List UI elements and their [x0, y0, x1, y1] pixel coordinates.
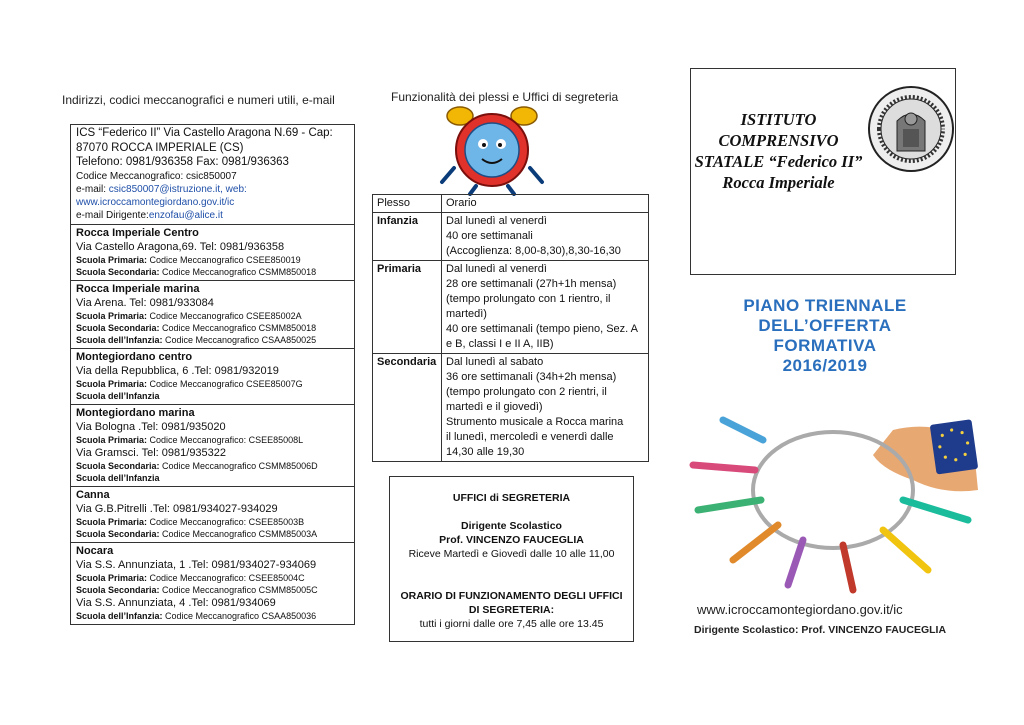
- site-code: Scuola Primaria: Codice Meccanografico CSEE85007G: [76, 378, 303, 389]
- web-link[interactable]: www.icroccamontegiordano.gov.it/ic: [76, 196, 235, 208]
- site-name: Montegiordano marina: [76, 406, 195, 419]
- plesso-hours: Dal lunedì al venerdì 28 ore settimanali (27h+1h mensa) (tempo prolungato con 1 rientro, il martedì) 40 ore settimanali (tempo pieno, Sez. A e B, classi I e II A, IIB): [442, 261, 649, 354]
- schedule-row: [373, 213, 649, 261]
- email-label: e-mail:: [76, 183, 109, 195]
- site-name: Rocca Imperiale Centro: [76, 226, 199, 239]
- site-code: Scuola Primaria: Codice Meccanografico: CSEE85003B: [76, 516, 305, 527]
- main-school-block: [71, 125, 354, 225]
- site-code: Scuola dell’Infanzia: [76, 472, 160, 483]
- site-block: [71, 405, 354, 487]
- site-code: Scuola Secondaria: Codice Meccanografico CSMM85005C: [76, 584, 318, 595]
- office-hours-title: ORARIO DI FUNZIONAMENTO DEGLI UFFICI: [400, 590, 623, 602]
- site-code: Scuola Secondaria: Codice Meccanografico CSMM850018: [76, 322, 317, 333]
- site-code: Scuola Primaria: Codice Meccanografico CSEE850019: [76, 254, 301, 265]
- site-block: [71, 225, 354, 281]
- director-line: Dirigente Scolastico: Prof. VINCENZO FAUCEGLIA: [694, 624, 947, 636]
- site-address: Via della Repubblica, 6 .Tel: 0981/932019: [76, 364, 279, 377]
- plesso-hours: Dal lunedì al sabato 36 ore settimanali (34h+2h mensa) (tempo prolungato con 2 rientri, il martedì e il giovedì) Strumento musicale a Rocca marina il lunedì, mercoledì e venerdì dalle 14,30 alle 19,30: [442, 354, 649, 462]
- addresses-table: [70, 124, 355, 625]
- site-code: Scuola dell’Infanzia: [76, 390, 160, 401]
- site-code: Scuola Primaria: Codice Meccanografico: CSEE85004C: [76, 572, 305, 583]
- site-name: Montegiordano centro: [76, 350, 193, 363]
- site-code: Scuola Secondaria: Codice Meccanografico CSMM85006D: [76, 460, 318, 471]
- institute-box: [690, 68, 956, 275]
- site-address: Via Bologna .Tel: 0981/935020: [76, 420, 226, 433]
- site-name: Canna: [76, 488, 110, 501]
- main-school-address: Via Castello Aragona N.69 - Cap:: [160, 127, 333, 139]
- office-box: [389, 476, 634, 642]
- main-school-code: Codice Meccanografico: csic850007: [76, 170, 237, 182]
- schedule-row: [373, 354, 649, 462]
- office-hours-value: tutti i giorni dalle ore 7,45 alle ore 13.45: [419, 618, 604, 630]
- header-plesso: Plesso: [373, 195, 442, 213]
- schedule-table: [372, 194, 649, 462]
- plesso-hours: Dal lunedì al venerdì 40 ore settimanali (Accoglienza: 8,00-8,30),8,30-16,30: [442, 213, 649, 261]
- site-name: Rocca Imperiale marina: [76, 282, 200, 295]
- office-title: UFFICI di SEGRETERIA: [452, 492, 571, 504]
- offices-heading: Funzionalità dei plessi e Uffici di segreteria: [391, 90, 619, 104]
- site-address: Via S.S. Annunziata, 1 .Tel: 0981/934027-934069: [76, 558, 317, 571]
- site-address: Via Castello Aragona,69. Tel: 0981/936358: [76, 240, 285, 253]
- keys-hand-illustration: [683, 400, 983, 600]
- main-school-city: 87070 ROCCA IMPERIALE (CS): [76, 141, 244, 154]
- plan-title: PIANO TRIENNALE DELL’OFFERTA FORMATIVA 2016/2019: [743, 296, 907, 375]
- site-code: Scuola Primaria: Codice Meccanografico CSEE85002A: [76, 310, 302, 321]
- office-role: Dirigente Scolastico: [461, 520, 562, 532]
- site-name: Nocara: [76, 544, 114, 557]
- schedule-header: [373, 195, 649, 213]
- director-email-link[interactable]: enzofau@alice.it: [148, 209, 223, 221]
- addresses-heading: Indirizzi, codici meccanografici e numeri utili, e-mail: [62, 93, 335, 107]
- institute-name: ISTITUTO COMPRENSIVO STATALE “Federico II” Rocca Imperiale: [694, 110, 863, 192]
- site-address: Via Arena. Tel: 0981/933084: [76, 296, 214, 309]
- site-block: [71, 487, 354, 543]
- site-address: Via G.B.Pitrelli .Tel: 0981/934027-934029: [76, 502, 278, 515]
- office-hours-subtitle: DI SEGRETERIA:: [468, 604, 555, 616]
- site-address: Via S.S. Annunziata, 4 .Tel: 0981/934069: [76, 596, 276, 609]
- school-seal-icon: [867, 85, 955, 173]
- site-block: [71, 349, 354, 405]
- site-block: [71, 281, 354, 349]
- main-school-name: ICS “Federico II”: [76, 127, 161, 139]
- email-link[interactable]: csic850007@istruzione.it, web:: [108, 183, 247, 195]
- site-code: Scuola dell’Infanzia: Codice Meccanografico CSAA850036: [76, 610, 317, 621]
- office-person: Prof. VINCENZO FAUCEGLIA: [439, 534, 584, 546]
- schedule-row: [373, 261, 649, 354]
- plesso-name: Secondaria: [373, 354, 442, 462]
- header-orario: Orario: [442, 195, 649, 213]
- site-code: Scuola dell’Infanzia: Codice Meccanografico CSAA850025: [76, 334, 317, 345]
- alarm-clock-illustration: [432, 104, 552, 196]
- site-code: Scuola Secondaria: Codice Meccanografico CSMM850018: [76, 266, 317, 277]
- site-address: Via Gramsci. Tel: 0981/935322: [76, 446, 227, 459]
- site-code: Scuola Primaria: Codice Meccanografico: CSEE85008L: [76, 434, 304, 445]
- plesso-name: Infanzia: [373, 213, 442, 261]
- website-link[interactable]: www.icroccamontegiordano.gov.it/ic: [697, 602, 903, 617]
- office-reception-hours: Riceve Martedì e Giovedì dalle 10 alle 11,00: [408, 548, 615, 560]
- site-code: Scuola Secondaria: Codice Meccanografico CSMM85003A: [76, 528, 318, 539]
- plesso-name: Primaria: [373, 261, 442, 354]
- main-school-phone: Telefono: 0981/936358 Fax: 0981/936363: [76, 156, 289, 168]
- site-block: [71, 543, 354, 624]
- director-email-label: e-mail Dirigente:: [76, 209, 149, 221]
